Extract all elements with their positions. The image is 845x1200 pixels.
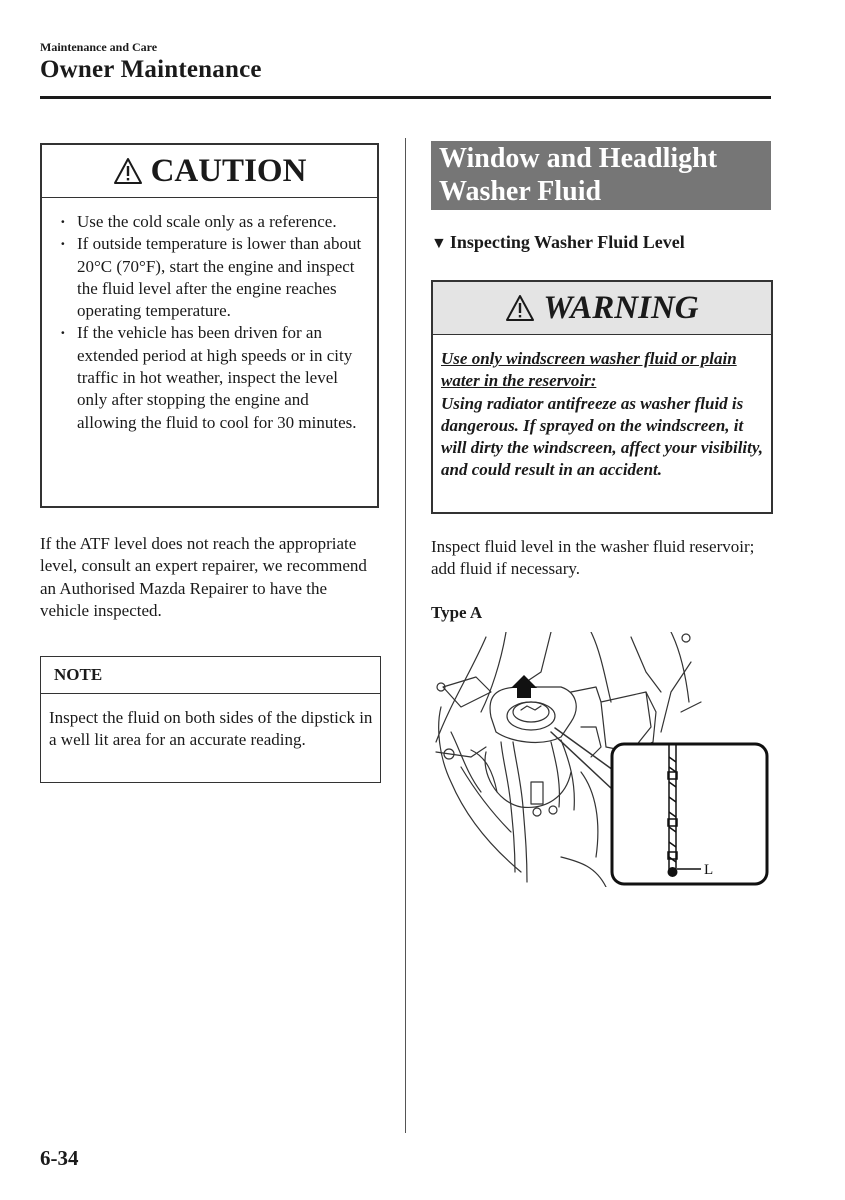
note-box xyxy=(40,656,381,783)
warning-triangle-icon xyxy=(113,157,143,185)
sub-heading xyxy=(431,232,685,253)
caution-title: CAUTION xyxy=(150,152,307,189)
column-divider xyxy=(405,138,406,1133)
warning-text: Using radiator antifreeze as washer fluid is dangerous. If sprayed on the windscreen, it will dirty the windscreen, affect your visibility, and could result in an accident. xyxy=(441,393,764,480)
note-text: Inspect the fluid on both sides of the dipstick in a well lit area for an accurate reading. xyxy=(49,708,373,750)
note-label: NOTE xyxy=(54,665,103,684)
section-label: Maintenance and Care xyxy=(40,40,158,54)
callout-level-label: L xyxy=(704,862,714,878)
warning-title: WARNING xyxy=(543,289,699,326)
sub-heading-text: Inspecting Washer Fluid Level xyxy=(449,232,685,252)
warning-lead: Use only windscreen washer fluid or plain water in the reservoir: xyxy=(441,349,737,391)
caution-item: · If the vehicle has been driven for an extended period at high speeds or in city traffic in hot weather, inspect the level only after stopping the engine and allowing the fluid to cool for 30 minutes. xyxy=(60,322,372,433)
caution-item: · Use the cold scale only as a reference. xyxy=(60,211,372,233)
page-number: 6-34 xyxy=(40,1146,79,1170)
warning-body xyxy=(441,348,769,482)
triangle-marker-icon: ▼ xyxy=(431,235,447,252)
caution-box xyxy=(40,143,379,508)
section-heading: Window and Headlight Washer Fluid xyxy=(431,141,771,210)
caution-list xyxy=(60,211,372,434)
caution-header xyxy=(42,145,377,198)
warning-triangle-icon xyxy=(505,294,535,322)
caution-item: · If outside temperature is lower than about 20°C (70°F), start the engine and inspect the fluid level after the engine reaches operating temperature. xyxy=(60,233,372,322)
atf-paragraph: If the ATF level does not reach the appropriate level, consult an expert repairer, we recommend an Authorised Mazda Repairer to have the vehicle inspected. xyxy=(40,534,367,620)
note-header xyxy=(41,657,380,694)
warning-box xyxy=(431,280,773,514)
warning-header xyxy=(433,282,771,335)
figure-type-label: Type A xyxy=(431,603,483,622)
header-rule xyxy=(40,96,771,99)
inspect-paragraph: Inspect fluid level in the washer fluid reservoir; add fluid if necessary. xyxy=(431,537,755,579)
page-title: Owner Maintenance xyxy=(40,56,262,83)
washer-reservoir-illustration xyxy=(431,632,771,887)
